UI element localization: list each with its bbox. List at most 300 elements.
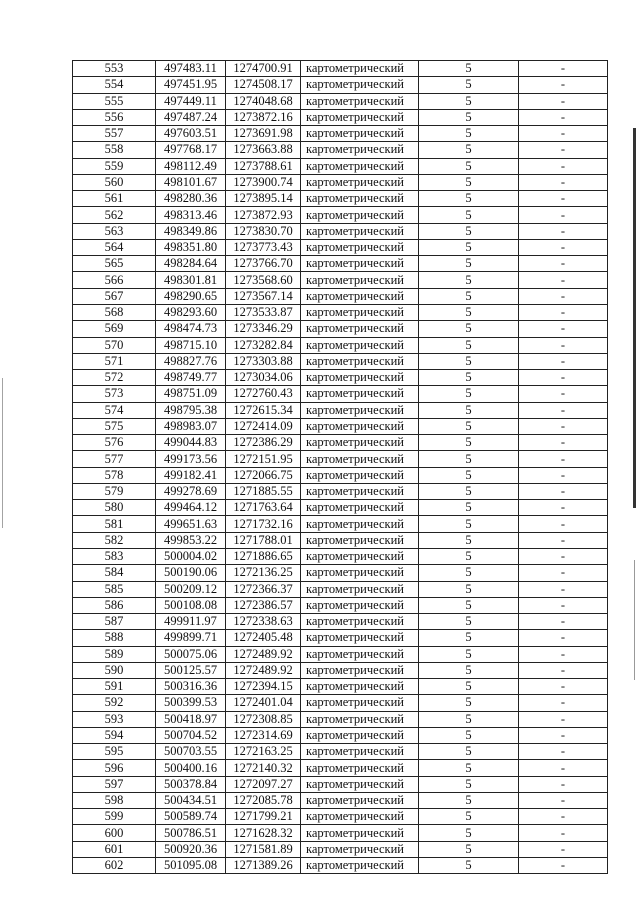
note-cell: - <box>519 223 608 239</box>
coord-y-cell: 1273303.88 <box>226 353 301 369</box>
point-number-cell: 579 <box>73 483 156 499</box>
table-row <box>73 353 608 369</box>
method-cell: картометрический <box>301 158 419 174</box>
point-number-cell: 597 <box>73 776 156 792</box>
method-cell: картометрический <box>301 516 419 532</box>
point-number-cell: 585 <box>73 581 156 597</box>
table-row <box>73 630 608 646</box>
point-number-cell: 556 <box>73 109 156 125</box>
accuracy-cell: 5 <box>419 483 519 499</box>
point-number-cell: 563 <box>73 223 156 239</box>
coord-y-cell: 1271389.26 <box>226 858 301 874</box>
method-cell: картометрический <box>301 451 419 467</box>
point-number-cell: 601 <box>73 841 156 857</box>
point-number-cell: 591 <box>73 679 156 695</box>
accuracy-cell: 5 <box>419 792 519 808</box>
method-cell: картометрический <box>301 483 419 499</box>
note-cell: - <box>519 532 608 548</box>
accuracy-cell: 5 <box>419 825 519 841</box>
table-row <box>73 662 608 678</box>
note-cell: - <box>519 792 608 808</box>
note-cell: - <box>519 695 608 711</box>
point-number-cell: 571 <box>73 353 156 369</box>
coord-x-cell: 498983.07 <box>156 418 226 434</box>
table-row <box>73 483 608 499</box>
point-number-cell: 557 <box>73 126 156 142</box>
table-row <box>73 744 608 760</box>
table-row <box>73 93 608 109</box>
accuracy-cell: 5 <box>419 61 519 77</box>
method-cell: картометрический <box>301 581 419 597</box>
note-cell: - <box>519 760 608 776</box>
coord-x-cell: 500075.06 <box>156 646 226 662</box>
point-number-cell: 578 <box>73 467 156 483</box>
coord-y-cell: 1273788.61 <box>226 158 301 174</box>
method-cell: картометрический <box>301 695 419 711</box>
method-cell: картометрический <box>301 256 419 272</box>
coord-x-cell: 499651.63 <box>156 516 226 532</box>
table-row <box>73 288 608 304</box>
coord-y-cell: 1271581.89 <box>226 841 301 857</box>
accuracy-cell: 5 <box>419 532 519 548</box>
coord-y-cell: 1272097.27 <box>226 776 301 792</box>
accuracy-cell: 5 <box>419 418 519 434</box>
point-number-cell: 598 <box>73 792 156 808</box>
coord-y-cell: 1272163.25 <box>226 744 301 760</box>
method-cell: картометрический <box>301 825 419 841</box>
method-cell: картометрический <box>301 386 419 402</box>
note-cell: - <box>519 711 608 727</box>
table-row <box>73 402 608 418</box>
table-row <box>73 207 608 223</box>
point-number-cell: 573 <box>73 386 156 402</box>
point-number-cell: 589 <box>73 646 156 662</box>
table-row <box>73 370 608 386</box>
accuracy-cell: 5 <box>419 679 519 695</box>
note-cell: - <box>519 61 608 77</box>
note-cell: - <box>519 451 608 467</box>
method-cell: картометрический <box>301 109 419 125</box>
method-cell: картометрический <box>301 223 419 239</box>
coord-x-cell: 497451.95 <box>156 77 226 93</box>
accuracy-cell: 5 <box>419 760 519 776</box>
coord-y-cell: 1272308.85 <box>226 711 301 727</box>
coord-y-cell: 1272405.48 <box>226 630 301 646</box>
coord-x-cell: 498301.81 <box>156 272 226 288</box>
accuracy-cell: 5 <box>419 158 519 174</box>
coord-y-cell: 1273282.84 <box>226 337 301 353</box>
note-cell: - <box>519 304 608 320</box>
table-row <box>73 272 608 288</box>
coord-y-cell: 1273533.87 <box>226 304 301 320</box>
accuracy-cell: 5 <box>419 809 519 825</box>
coord-x-cell: 500434.51 <box>156 792 226 808</box>
note-cell: - <box>519 239 608 255</box>
accuracy-cell: 5 <box>419 597 519 613</box>
scan-edge-mark-right <box>633 128 636 508</box>
accuracy-cell: 5 <box>419 451 519 467</box>
coord-x-cell: 498280.36 <box>156 191 226 207</box>
point-number-cell: 562 <box>73 207 156 223</box>
note-cell: - <box>519 370 608 386</box>
method-cell: картометрический <box>301 353 419 369</box>
coord-y-cell: 1273568.60 <box>226 272 301 288</box>
table-row <box>73 858 608 874</box>
accuracy-cell: 5 <box>419 126 519 142</box>
accuracy-cell: 5 <box>419 386 519 402</box>
accuracy-cell: 5 <box>419 614 519 630</box>
coord-x-cell: 497449.11 <box>156 93 226 109</box>
accuracy-cell: 5 <box>419 662 519 678</box>
method-cell: картометрический <box>301 288 419 304</box>
coord-y-cell: 1273900.74 <box>226 174 301 190</box>
table-row <box>73 126 608 142</box>
table-row <box>73 142 608 158</box>
method-cell: картометрический <box>301 272 419 288</box>
accuracy-cell: 5 <box>419 77 519 93</box>
accuracy-cell: 5 <box>419 744 519 760</box>
coord-x-cell: 500190.06 <box>156 565 226 581</box>
coord-x-cell: 500704.52 <box>156 727 226 743</box>
accuracy-cell: 5 <box>419 646 519 662</box>
accuracy-cell: 5 <box>419 548 519 564</box>
table-row <box>73 337 608 353</box>
coord-x-cell: 498351.80 <box>156 239 226 255</box>
coord-y-cell: 1272615.34 <box>226 402 301 418</box>
table-row <box>73 467 608 483</box>
method-cell: картометрический <box>301 239 419 255</box>
method-cell: картометрический <box>301 337 419 353</box>
point-number-cell: 600 <box>73 825 156 841</box>
coord-y-cell: 1273773.43 <box>226 239 301 255</box>
table-row <box>73 760 608 776</box>
accuracy-cell: 5 <box>419 776 519 792</box>
accuracy-cell: 5 <box>419 288 519 304</box>
coord-x-cell: 499173.56 <box>156 451 226 467</box>
method-cell: картометрический <box>301 467 419 483</box>
coord-y-cell: 1272414.09 <box>226 418 301 434</box>
coord-y-cell: 1272386.29 <box>226 435 301 451</box>
coord-y-cell: 1272489.92 <box>226 646 301 662</box>
accuracy-cell: 5 <box>419 370 519 386</box>
note-cell: - <box>519 825 608 841</box>
method-cell: картометрический <box>301 565 419 581</box>
coord-x-cell: 498795.38 <box>156 402 226 418</box>
note-cell: - <box>519 321 608 337</box>
coord-y-cell: 1273567.14 <box>226 288 301 304</box>
coord-x-cell: 498751.09 <box>156 386 226 402</box>
accuracy-cell: 5 <box>419 402 519 418</box>
coord-x-cell: 500786.51 <box>156 825 226 841</box>
point-number-cell: 584 <box>73 565 156 581</box>
note-cell: - <box>519 614 608 630</box>
method-cell: картометрический <box>301 841 419 857</box>
point-number-cell: 553 <box>73 61 156 77</box>
method-cell: картометрический <box>301 207 419 223</box>
method-cell: картометрический <box>301 727 419 743</box>
accuracy-cell: 5 <box>419 711 519 727</box>
point-number-cell: 582 <box>73 532 156 548</box>
coord-x-cell: 501095.08 <box>156 858 226 874</box>
coord-x-cell: 498290.65 <box>156 288 226 304</box>
coord-x-cell: 500004.02 <box>156 548 226 564</box>
point-number-cell: 596 <box>73 760 156 776</box>
table-row <box>73 174 608 190</box>
coord-y-cell: 1274048.68 <box>226 93 301 109</box>
method-cell: картометрический <box>301 646 419 662</box>
point-number-cell: 576 <box>73 435 156 451</box>
table-row <box>73 809 608 825</box>
coord-y-cell: 1273872.93 <box>226 207 301 223</box>
note-cell: - <box>519 207 608 223</box>
coord-x-cell: 498474.73 <box>156 321 226 337</box>
point-number-cell: 572 <box>73 370 156 386</box>
point-number-cell: 587 <box>73 614 156 630</box>
note-cell: - <box>519 77 608 93</box>
point-number-cell: 566 <box>73 272 156 288</box>
coord-x-cell: 499044.83 <box>156 435 226 451</box>
table-row <box>73 825 608 841</box>
method-cell: картометрический <box>301 370 419 386</box>
accuracy-cell: 5 <box>419 516 519 532</box>
coord-x-cell: 500125.57 <box>156 662 226 678</box>
accuracy-cell: 5 <box>419 191 519 207</box>
coord-y-cell: 1274508.17 <box>226 77 301 93</box>
accuracy-cell: 5 <box>419 321 519 337</box>
point-number-cell: 581 <box>73 516 156 532</box>
table-row <box>73 581 608 597</box>
note-cell: - <box>519 565 608 581</box>
table-row <box>73 516 608 532</box>
note-cell: - <box>519 158 608 174</box>
coord-y-cell: 1273895.14 <box>226 191 301 207</box>
point-number-cell: 561 <box>73 191 156 207</box>
coord-x-cell: 499911.97 <box>156 614 226 630</box>
coord-y-cell: 1272386.57 <box>226 597 301 613</box>
coord-y-cell: 1271763.64 <box>226 500 301 516</box>
table-row <box>73 418 608 434</box>
method-cell: картометрический <box>301 548 419 564</box>
point-number-cell: 594 <box>73 727 156 743</box>
method-cell: картометрический <box>301 614 419 630</box>
coord-y-cell: 1272085.78 <box>226 792 301 808</box>
table-row <box>73 191 608 207</box>
note-cell: - <box>519 109 608 125</box>
method-cell: картометрический <box>301 191 419 207</box>
coord-y-cell: 1271732.16 <box>226 516 301 532</box>
coord-x-cell: 500589.74 <box>156 809 226 825</box>
coord-x-cell: 498349.86 <box>156 223 226 239</box>
note-cell: - <box>519 256 608 272</box>
note-cell: - <box>519 483 608 499</box>
accuracy-cell: 5 <box>419 239 519 255</box>
method-cell: картометрический <box>301 321 419 337</box>
coord-y-cell: 1273766.70 <box>226 256 301 272</box>
accuracy-cell: 5 <box>419 858 519 874</box>
point-number-cell: 567 <box>73 288 156 304</box>
coord-y-cell: 1274700.91 <box>226 61 301 77</box>
method-cell: картометрический <box>301 304 419 320</box>
table-row <box>73 614 608 630</box>
coord-y-cell: 1272151.95 <box>226 451 301 467</box>
note-cell: - <box>519 191 608 207</box>
coordinates-table-body <box>73 61 608 874</box>
method-cell: картометрический <box>301 500 419 516</box>
accuracy-cell: 5 <box>419 467 519 483</box>
coord-x-cell: 499278.69 <box>156 483 226 499</box>
note-cell: - <box>519 809 608 825</box>
coord-x-cell: 497483.11 <box>156 61 226 77</box>
note-cell: - <box>519 662 608 678</box>
note-cell: - <box>519 841 608 857</box>
table-row <box>73 776 608 792</box>
note-cell: - <box>519 272 608 288</box>
method-cell: картометрический <box>301 435 419 451</box>
coord-x-cell: 497603.51 <box>156 126 226 142</box>
method-cell: картометрический <box>301 418 419 434</box>
method-cell: картометрический <box>301 662 419 678</box>
coord-y-cell: 1273872.16 <box>226 109 301 125</box>
coord-y-cell: 1272066.75 <box>226 467 301 483</box>
accuracy-cell: 5 <box>419 174 519 190</box>
point-number-cell: 590 <box>73 662 156 678</box>
note-cell: - <box>519 142 608 158</box>
table-row <box>73 711 608 727</box>
coord-y-cell: 1272140.32 <box>226 760 301 776</box>
accuracy-cell: 5 <box>419 695 519 711</box>
method-cell: картометрический <box>301 142 419 158</box>
coord-x-cell: 500920.36 <box>156 841 226 857</box>
table-row <box>73 256 608 272</box>
point-number-cell: 599 <box>73 809 156 825</box>
coord-x-cell: 500316.36 <box>156 679 226 695</box>
accuracy-cell: 5 <box>419 727 519 743</box>
coord-x-cell: 500209.12 <box>156 581 226 597</box>
coord-x-cell: 498749.77 <box>156 370 226 386</box>
method-cell: картометрический <box>301 174 419 190</box>
table-row <box>73 386 608 402</box>
table-row <box>73 239 608 255</box>
table-row <box>73 109 608 125</box>
point-number-cell: 602 <box>73 858 156 874</box>
point-number-cell: 569 <box>73 321 156 337</box>
point-number-cell: 568 <box>73 304 156 320</box>
method-cell: картометрический <box>301 744 419 760</box>
coord-x-cell: 499182.41 <box>156 467 226 483</box>
point-number-cell: 583 <box>73 548 156 564</box>
note-cell: - <box>519 516 608 532</box>
note-cell: - <box>519 93 608 109</box>
accuracy-cell: 5 <box>419 630 519 646</box>
accuracy-cell: 5 <box>419 353 519 369</box>
coord-y-cell: 1273830.70 <box>226 223 301 239</box>
coord-x-cell: 500399.53 <box>156 695 226 711</box>
coord-x-cell: 499853.22 <box>156 532 226 548</box>
point-number-cell: 559 <box>73 158 156 174</box>
table-row <box>73 532 608 548</box>
table-row <box>73 158 608 174</box>
method-cell: картометрический <box>301 126 419 142</box>
note-cell: - <box>519 402 608 418</box>
note-cell: - <box>519 679 608 695</box>
method-cell: картометрический <box>301 858 419 874</box>
point-number-cell: 565 <box>73 256 156 272</box>
note-cell: - <box>519 435 608 451</box>
accuracy-cell: 5 <box>419 256 519 272</box>
method-cell: картометрический <box>301 93 419 109</box>
accuracy-cell: 5 <box>419 841 519 857</box>
coord-y-cell: 1273034.06 <box>226 370 301 386</box>
note-cell: - <box>519 581 608 597</box>
point-number-cell: 593 <box>73 711 156 727</box>
note-cell: - <box>519 337 608 353</box>
note-cell: - <box>519 467 608 483</box>
coord-x-cell: 500108.08 <box>156 597 226 613</box>
table-row <box>73 61 608 77</box>
method-cell: картометрический <box>301 402 419 418</box>
point-number-cell: 554 <box>73 77 156 93</box>
coord-x-cell: 498313.46 <box>156 207 226 223</box>
point-number-cell: 588 <box>73 630 156 646</box>
table-row <box>73 565 608 581</box>
note-cell: - <box>519 174 608 190</box>
coord-x-cell: 497768.17 <box>156 142 226 158</box>
coord-y-cell: 1271788.01 <box>226 532 301 548</box>
accuracy-cell: 5 <box>419 223 519 239</box>
coord-y-cell: 1272366.37 <box>226 581 301 597</box>
method-cell: картометрический <box>301 809 419 825</box>
coord-x-cell: 498293.60 <box>156 304 226 320</box>
table-row <box>73 304 608 320</box>
accuracy-cell: 5 <box>419 337 519 353</box>
note-cell: - <box>519 386 608 402</box>
coord-x-cell: 499464.12 <box>156 500 226 516</box>
accuracy-cell: 5 <box>419 272 519 288</box>
note-cell: - <box>519 776 608 792</box>
coord-y-cell: 1271799.21 <box>226 809 301 825</box>
method-cell: картометрический <box>301 630 419 646</box>
table-row <box>73 727 608 743</box>
point-number-cell: 574 <box>73 402 156 418</box>
method-cell: картометрический <box>301 792 419 808</box>
note-cell: - <box>519 500 608 516</box>
point-number-cell: 580 <box>73 500 156 516</box>
point-number-cell: 586 <box>73 597 156 613</box>
note-cell: - <box>519 548 608 564</box>
coord-y-cell: 1272338.63 <box>226 614 301 630</box>
coord-x-cell: 500703.55 <box>156 744 226 760</box>
coord-y-cell: 1272489.92 <box>226 662 301 678</box>
accuracy-cell: 5 <box>419 581 519 597</box>
point-number-cell: 570 <box>73 337 156 353</box>
note-cell: - <box>519 727 608 743</box>
method-cell: картометрический <box>301 760 419 776</box>
coord-x-cell: 498101.67 <box>156 174 226 190</box>
method-cell: картометрический <box>301 776 419 792</box>
coord-y-cell: 1271885.55 <box>226 483 301 499</box>
note-cell: - <box>519 630 608 646</box>
table-row <box>73 321 608 337</box>
accuracy-cell: 5 <box>419 435 519 451</box>
method-cell: картометрический <box>301 597 419 613</box>
point-number-cell: 577 <box>73 451 156 467</box>
table-row <box>73 792 608 808</box>
note-cell: - <box>519 744 608 760</box>
accuracy-cell: 5 <box>419 500 519 516</box>
coord-y-cell: 1273691.98 <box>226 126 301 142</box>
coord-y-cell: 1272401.04 <box>226 695 301 711</box>
coord-x-cell: 500400.16 <box>156 760 226 776</box>
